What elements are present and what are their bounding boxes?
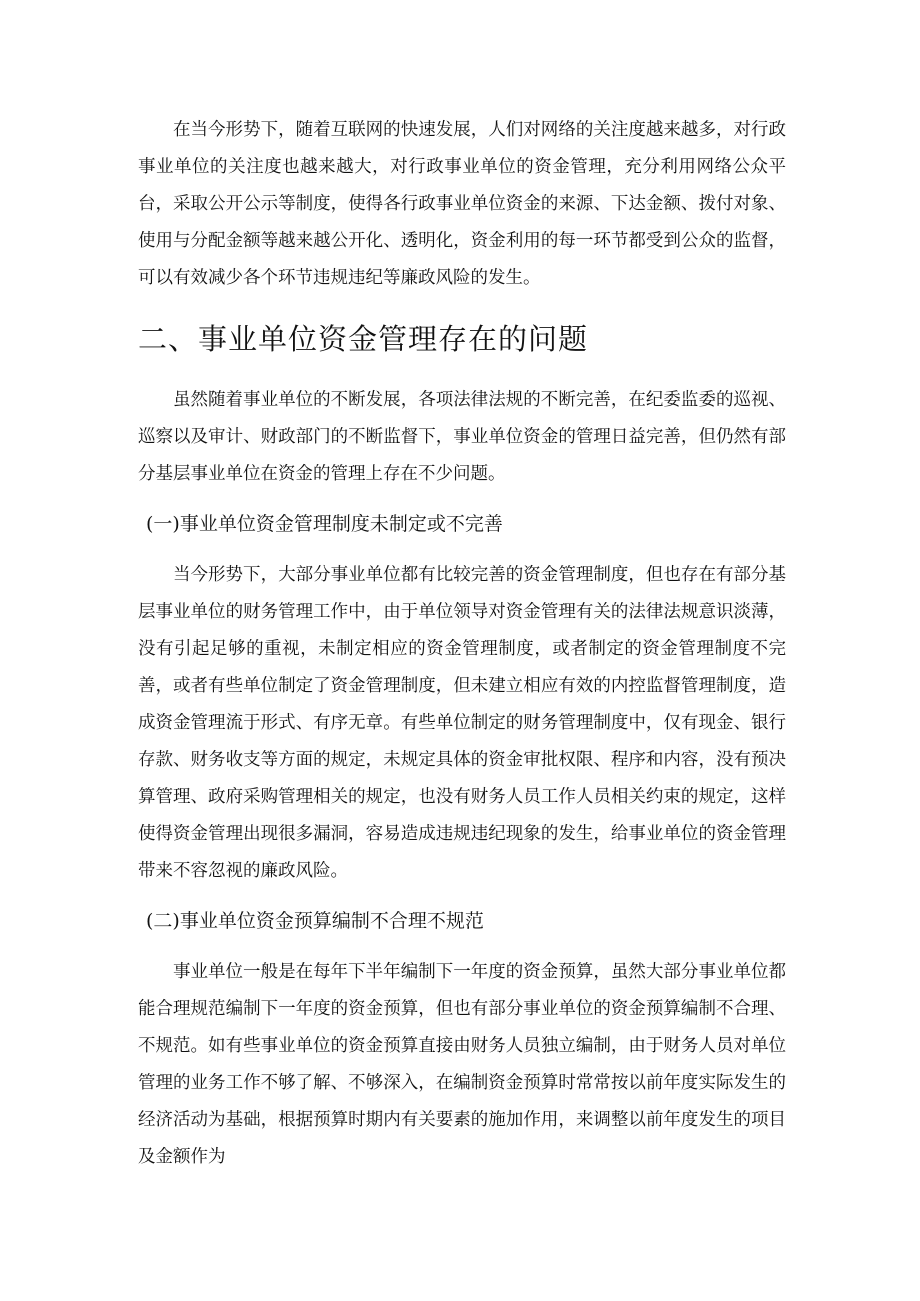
document-page <box>138 112 786 1176</box>
paragraph-section-2-intro: 虽然随着事业单位的不断发展，各项法律法规的不断完善，在纪委监委的巡视、巡察以及审计、财政部门的不断监督下，事业单位资金的管理日益完善，但仍然有部分基层事业单位在资金的管理上存在不少问题。 <box>138 390 786 484</box>
subsection-heading-1: (一)事业单位资金管理制度未制定或不完善 <box>146 513 503 535</box>
paragraph-intro: 在当今形势下，随着互联网的快速发展，人们对网络的关注度越来越多，对行政事业单位的关注度也越来越大，对行政事业单位的资金管理，充分利用网络公众平台，采取公开公示等制度，使得各行政事业单位资金的来源、下达金额、拨付对象、使用与分配金额等越来越公开化、透明化，资金利用的每一环节都受到公众的监督，可以有效减少各个环节违规违纪等廉政风险的发生。 <box>138 120 786 288</box>
subsection-heading-2: (二)事业单位资金预算编制不合理不规范 <box>146 910 484 932</box>
paragraph-subsection-1: 当今形势下，大部分事业单位都有比较完善的资金管理制度，但也存在有部分基层事业单位的财务管理工作中，由于单位领导对资金管理有关的法律法规意识淡薄，没有引起足够的重视，未制定相应的资金管理制度，或者制定的资金管理制度不完善，或者有些单位制定了资金管理制度，但未建立相应有效的内控监督管理制度，造成资金管理流于形式、有序无章。有些单位制定的财务管理制度中，仅有现金、银行存款、财务收支等方面的规定，未规定具体的资金审批权限、程序和内容，没有预决算管理、政府采购管理相关的规定，也没有财务人员工作人员相关约束的规定，这样使得资金管理出现很多漏洞，容易造成违规违纪现象的发生，给事业单位的资金管理带来不容忽视的廉政风险。 <box>138 565 786 881</box>
section-heading-2: 二、事业单位资金管理存在的问题 <box>138 322 589 356</box>
paragraph-subsection-2: 事业单位一般是在每年下半年编制下一年度的资金预算，虽然大部分事业单位都能合理规范编制下一年度的资金预算，但也有部分事业单位的资金预算编制不合理、不规范。如有些事业单位的资金预算直接由财务人员独立编制，由于财务人员对单位管理的业务工作不够了解、不够深入，在编制资金预算时常常按以前年度实际发生的经济活动为基础，根据预算时期内有关要素的施加作用，来调整以前年度发生的项目及金额作为 <box>138 962 786 1167</box>
